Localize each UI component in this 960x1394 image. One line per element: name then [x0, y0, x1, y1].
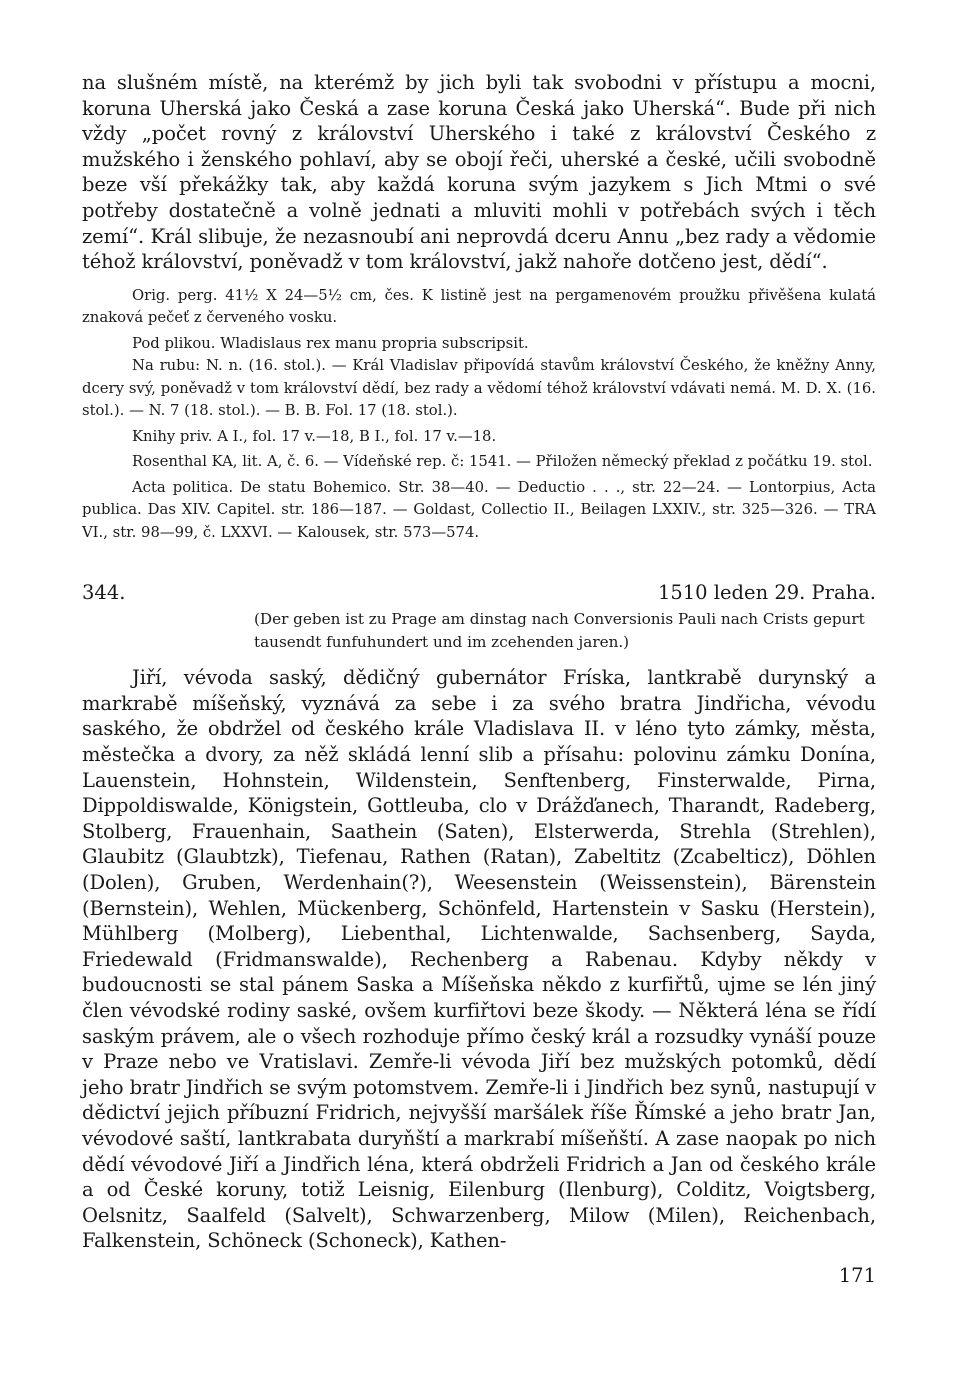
document-page [82, 70, 876, 1254]
page-number: 171 [838, 1264, 876, 1287]
document-date: 1510 leden 29. Praha. [657, 581, 876, 605]
archival-notes [82, 285, 876, 545]
note-rub: Na rubu: N. n. (16. stol.). — Král Vladislav připovídá stavům království Českého, že kněžny Anny, dcery svý, poněvadž v tom království dědí, bez rady a vědomí téhož království vdávati nemá. M. D. X. (16. stol.). — N. 7 (18. stol.). — B. B. Fol. 17 (18. stol.). [82, 357, 876, 420]
regest-text: Jiří, vévoda saský, dědičný gubernátor Fríska, lantkrabě durynský a markrabě míšeňský, vyznává za sebe i za svého bratra Jindřicha, vévodu saského, že obdržel od českého krále Vladislava II. v léno tyto zámky, města, městečka a dvory, za něž skládá lenní slib a přísahu: polovinu zámku Donína, Lauenstein, Hohnstein, Wildenstein, Senftenberg, Finsterwalde, Pirna, Dippoldiswalde, Königstein, Gottleuba, clo v Drážďanech, Tharandt, Radeberg, Stolberg, Frauenhain, Saathein (Saten), Elsterwerda, Strehla (Strehlen), Glaubitz (Glaubtzk), Tiefenau, Rathen (Ratan), Zabeltitz (Zcabelticz), Döhlen (Dolen), Gruben, Werdenhain(?), Weesenstein (Weissenstein), Bärenstein (Bernstein), Wehlen, Mückenberg, Schönfeld, Hartenstein v Sasku (Herstein), Mühlberg (Molberg), Liebenthal, Lichtenwalde, Sachsenberg, Sayda, Friedewald (Fridmanswalde), Rechenberg a Rabenau. Kdyby někdy v budoucnosti se stal pánem Saska a Míšeňska někdo z kurfiřtů, ujme se lén jiný člen vévodské rodiny saské, ovšem kurfiřtovi beze škody. — Některá léna se řídí saským právem, ale o všech rozhoduje přímo český král a rozsudky vynáší pouze v Praze nebo ve Vratislavi. Zemře-li vévoda Jiří bez mužských potomků, dědí jeho bratr Jindřich se svým potomstvem. Zemře-li i Jindřich bez synů, nastupují v dědictví jejich příbuzní Fridrich, nejvyšší maršálek říše Římské a jeho bratr Jan, vévodové saští, lantkrabata duryňští a markrabí míšeňští. A zase naopak po nich dědí vévodové Jiří a Jindřich léna, která obdrželi Fridrich a Jan od českého krále a od České koruny, totiž Leisnig, Eilenburg (Ilenburg), Colditz, Voigtsberg, Oelsnitz, Saalfeld (Salvelt), Schwarzenberg, Milow (Milen), Reichenbach, Falkenstein, Schöneck (Schoneck), Kathen- [82, 666, 876, 1253]
note-plika: Pod plikou. Wladislaus rex manu propria subscripsit. [132, 334, 529, 352]
note-rosenthal: Rosenthal KA, lit. A, č. 6. — Vídeňské rep. č: 1541. — Přiložen německý překlad z počátku 19. stol. [132, 453, 873, 471]
note-original: Orig. perg. 41½ X 24—5½ cm, čes. K listině jest na pergamenovém proužku přivěšena kulatá znaková pečeť z červeného vosku. [82, 286, 876, 327]
continuation-text: na slušném místě, na kterémž by jich byli tak svobodni v přístupu a mocni, koruna Uherská jako Česká a zase koruna Česká jako Uherská“. Bude při nich vždy „počet rovný z království Uherského i také z království Českého z mužského i ženského pohlaví, aby se obojí řeči, uherské a české, učili svobodně beze vší překážky tak, aby každá koruna svým jazykem s Jich Mtmi o své potřeby dostatečně a volně jednati a mluviti mohli v potřebách svých i těch zemí“. Král slibuje, že nezasnoubí ani neprovdá dceru Annu „bez rady a vědomie téhož království, poněvadž v tom království, jakž nahoře dotčeno jest, dědí“. [82, 71, 876, 274]
note-acta: Acta politica. De statu Bohemico. Str. 38—40. — Deductio . . ., str. 22—24. — Lontorpius, Acta publica. Das XIV. Capitel. str. 186—187. — Goldast, Collectio II., Beilagen LXXIV., str. 325—326. — TRA VI., str. 98—99, č. LXXVI. — Kalousek, str. 573—574. [82, 478, 876, 541]
document-header [82, 580, 876, 606]
document-number: 344. [82, 581, 126, 605]
original-dating: (Der geben ist zu Prage am dinstag nach Conversionis Pauli nach Crists gepurt tausendt funfuhundert und im zcehenden jaren.) [254, 610, 865, 651]
note-knihy: Knihy priv. A I., fol. 17 v.—18, B I., fol. 17 v.—18. [132, 427, 497, 445]
